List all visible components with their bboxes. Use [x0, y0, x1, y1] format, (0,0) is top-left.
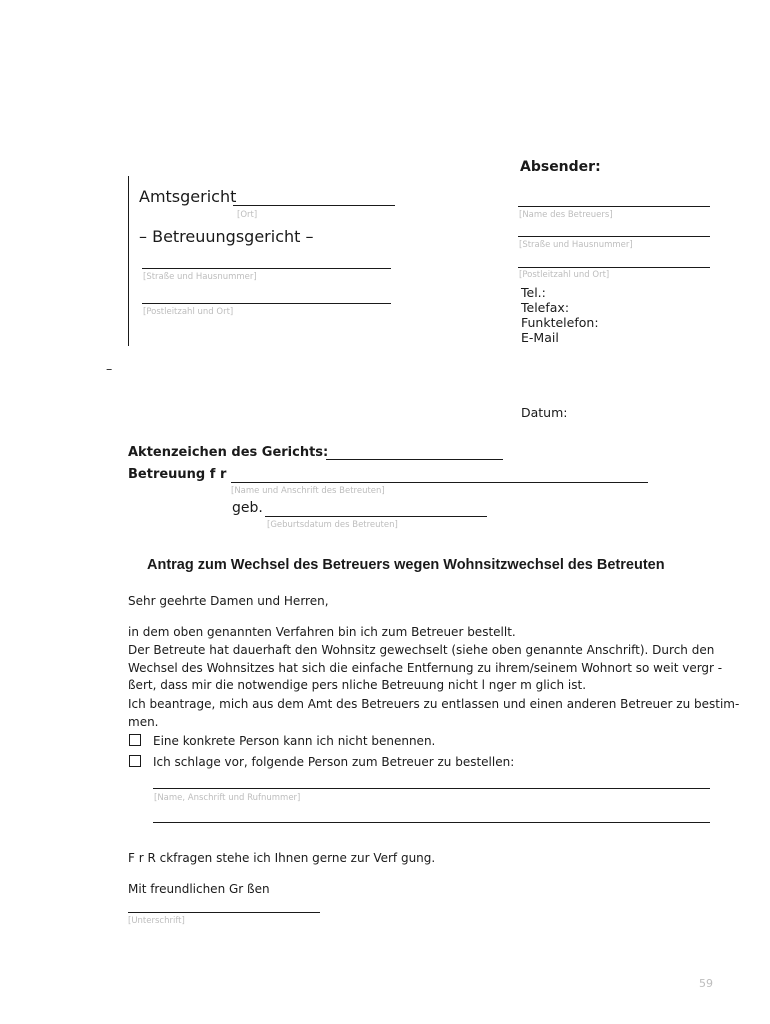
court-street-hint: [Straße und Hausnummer]	[143, 272, 257, 282]
court-postal-hint: [Postleitzahl und Ort]	[143, 307, 234, 317]
sender-name-hint: [Name des Betreuers]	[519, 210, 613, 220]
nominee-hint: [Name, Anschrift und Rufnummer]	[154, 793, 301, 803]
signature-hint: [Unterschrift]	[128, 916, 185, 926]
option-propose-person-label: Ich schlage vor, folgende Person zum Betreuer zu bestellen:	[153, 755, 515, 769]
paragraph-2-line-3: ßert, dass mir die notwendige pers nliche Betreuung nicht l nger m glich ist.	[128, 678, 587, 692]
court-place-hint: [Ort]	[237, 210, 258, 220]
court-postal-line[interactable]	[142, 303, 391, 304]
option-propose-person[interactable]	[129, 755, 514, 769]
paragraph-2	[128, 642, 723, 695]
paragraph-3-line-1: Ich beantrage, mich aus dem Amt des Betreuers zu entlassen und einen anderen Betreuer zu bestim-	[128, 697, 740, 711]
checkbox-propose-person[interactable]	[129, 755, 141, 767]
court-place-line[interactable]	[233, 205, 395, 206]
option-no-person[interactable]	[129, 734, 435, 748]
sender-mobile-label: Funktelefon:	[521, 315, 599, 330]
signature-line[interactable]	[128, 912, 320, 913]
court-department: – Betreuungsgericht –	[139, 227, 314, 246]
paragraph-1	[128, 624, 718, 642]
born-hint: [Geburtsdatum des Betreuten]	[267, 520, 398, 530]
nominee-line-2[interactable]	[153, 822, 710, 823]
sender-postal-hint: [Postleitzahl und Ort]	[519, 270, 610, 280]
care-for-label: Betreuung f r	[128, 467, 227, 482]
option-no-person-label: Eine konkrete Person kann ich nicht benennen.	[153, 734, 436, 748]
salutation: Sehr geehrte Damen und Herren,	[128, 594, 329, 608]
questions-sentence: F r R ckfragen stehe ich Ihnen gerne zur Verf gung.	[128, 851, 436, 865]
paragraph-3	[128, 696, 740, 731]
sender-fax-label: Telefax:	[521, 300, 570, 315]
paragraph-2-line-2: Wechsel des Wohnsitzes hat sich die einfache Entfernung zu ihrem/seinem Wohnort so weit vergr -	[128, 660, 723, 675]
paragraph-3-line-2: men.	[128, 714, 159, 729]
sender-name-line[interactable]	[518, 206, 710, 207]
sender-tel-label: Tel.:	[521, 285, 546, 300]
sender-email-label: E-Mail	[521, 330, 559, 345]
born-label: geb.	[232, 500, 263, 516]
checkbox-no-person[interactable]	[129, 734, 141, 746]
court-street-line[interactable]	[142, 268, 391, 269]
sender-postal-line[interactable]	[518, 267, 710, 268]
closing-greeting: Mit freundlichen Gr ßen	[128, 882, 270, 896]
sender-heading: Absender:	[520, 159, 601, 175]
born-line[interactable]	[265, 516, 487, 517]
paragraph-1-line: in dem oben genannten Verfahren bin ich zum Betreuer bestellt.	[128, 625, 516, 639]
paragraph-2-line-1: Der Betreute hat dauerhaft den Wohnsitz gewechselt (siehe oben genannte Anschrift). Durch den	[128, 643, 715, 657]
file-number-line[interactable]	[326, 459, 503, 460]
sender-street-hint: [Straße und Hausnummer]	[519, 240, 633, 250]
address-window-bar	[128, 176, 129, 346]
care-for-line[interactable]	[231, 482, 648, 483]
letter-title: Antrag zum Wechsel des Betreuers wegen Wohnsitzwechsel des Betreuten	[147, 557, 665, 573]
fold-mark: –	[106, 361, 113, 376]
court-label: Amtsgericht	[139, 187, 237, 206]
nominee-line-1[interactable]	[153, 788, 710, 789]
date-label: Datum:	[521, 405, 568, 420]
sender-street-line[interactable]	[518, 236, 710, 237]
page-number: 59	[699, 977, 713, 990]
care-for-hint: [Name und Anschrift des Betreuten]	[231, 486, 385, 496]
file-number-label: Aktenzeichen des Gerichts:	[128, 445, 329, 460]
